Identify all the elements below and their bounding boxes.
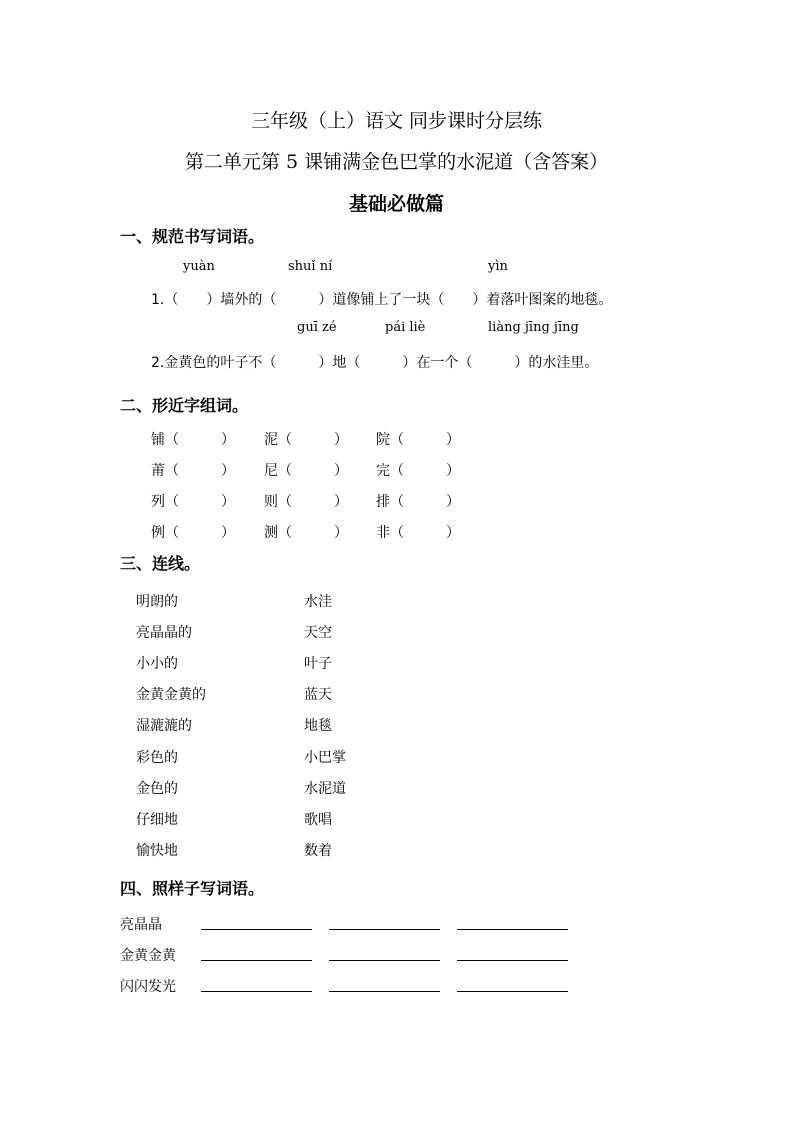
question-1-text: 1.（ ）墙外的（ ）道像铺上了一块（ ）着落叶图案的地毯。: [151, 292, 613, 308]
pinyin-liangjingjing: liàng jīng jīng: [488, 320, 579, 335]
match-right-item: 叶子: [304, 656, 332, 672]
answer-line[interactable]: [201, 929, 312, 930]
question-2-text: 2.金黄色的叶子不（ ）地（ ）在一个（ ）的水洼里。: [151, 355, 599, 371]
char-item: 例（ ）: [151, 525, 235, 541]
match-left-item: 彩色的: [136, 750, 178, 766]
level-heading: 基础必做篇: [348, 193, 444, 215]
match-right-item: 小巴掌: [304, 750, 346, 766]
answer-line[interactable]: [457, 960, 568, 961]
match-left-item: 亮晶晶的: [136, 625, 192, 641]
pinyin-pailie: pái liè: [385, 320, 426, 335]
char-item: 测（ ）: [264, 525, 348, 541]
section-4-heading: 四、照样子写词语。: [120, 879, 265, 898]
match-right-item: 水泥道: [304, 781, 346, 797]
answer-line[interactable]: [329, 991, 440, 992]
pinyin-yin: yìn: [488, 259, 508, 274]
answer-line[interactable]: [457, 929, 568, 930]
match-left-item: 明朗的: [136, 594, 178, 610]
section-3-heading: 三、连线。: [120, 554, 201, 573]
answer-line[interactable]: [329, 960, 440, 961]
char-item: 莆（ ）: [151, 463, 235, 479]
section-1-heading: 一、规范书写词语。: [120, 227, 265, 246]
example-word: 闪闪发光: [120, 979, 176, 995]
match-right-item: 水洼: [304, 594, 332, 610]
char-item: 列（ ）: [151, 494, 235, 510]
page-subtitle: 第二单元第 5 课铺满金色巴掌的水泥道（含答案）: [184, 151, 609, 173]
match-right-item: 地毯: [304, 718, 332, 734]
match-left-item: 金黄金黄的: [136, 687, 206, 703]
answer-line[interactable]: [201, 991, 312, 992]
char-item: 排（ ）: [376, 494, 460, 510]
pinyin-shuini: shuǐ ní: [288, 259, 333, 274]
page-title: 三年级（上）语文 同步课时分层练: [250, 110, 543, 132]
char-item: 完（ ）: [376, 463, 460, 479]
match-left-item: 愉快地: [136, 843, 178, 859]
match-right-item: 数着: [304, 843, 332, 859]
char-item: 泥（ ）: [264, 432, 348, 448]
example-word: 金黄金黄: [120, 948, 176, 964]
match-left-item: 小小的: [136, 656, 178, 672]
example-word: 亮晶晶: [120, 917, 162, 933]
char-item: 院（ ）: [376, 432, 460, 448]
pinyin-yuan: yuàn: [183, 259, 215, 274]
char-item: 尼（ ）: [264, 463, 348, 479]
match-left-item: 金色的: [136, 781, 178, 797]
pinyin-guize: guī zé: [297, 320, 337, 335]
match-right-item: 天空: [304, 625, 332, 641]
answer-line[interactable]: [329, 929, 440, 930]
match-left-item: 仔细地: [136, 812, 178, 828]
section-2-heading: 二、形近字组词。: [120, 396, 249, 415]
char-item: 则（ ）: [264, 494, 348, 510]
char-item: 非（ ）: [376, 525, 460, 541]
answer-line[interactable]: [201, 960, 312, 961]
match-left-item: 湿漉漉的: [136, 718, 192, 734]
match-right-item: 蓝天: [304, 687, 332, 703]
char-item: 铺（ ）: [151, 432, 235, 448]
match-right-item: 歌唱: [304, 812, 332, 828]
answer-line[interactable]: [457, 991, 568, 992]
